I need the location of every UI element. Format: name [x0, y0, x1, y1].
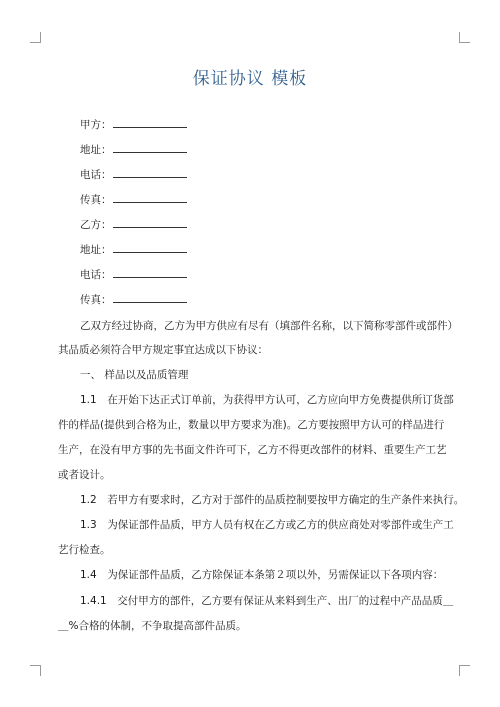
party-a-phone-field — [80, 166, 187, 182]
body-line: ＿%合格的体制，不争取提高部件品质。 — [58, 620, 247, 632]
party-b-fax-field — [80, 291, 187, 307]
body-line: 1.4 为保证部件品质，乙方除保证本条第２项以外，另需保证以下各项内容： — [80, 569, 444, 581]
crop-mark-bottom-left — [30, 665, 41, 676]
body-line: 1.4.1 交付甲方的部件，乙方要有保证从来料到生产、出厂的过程中产品品质＿ — [80, 595, 454, 607]
crop-mark-top-left — [30, 32, 41, 43]
body-line: 艺行检查。 — [58, 544, 111, 556]
party-b-phone-field — [80, 266, 187, 282]
body-line: 乙双方经过协商，乙方为甲方供应有尽有（填部件名称，以下简称零部件或部件） — [80, 320, 458, 332]
field-label: 乙方： — [80, 219, 112, 231]
blank-underline — [113, 291, 187, 303]
blank-underline — [113, 191, 187, 203]
party-b-name-field — [80, 216, 187, 232]
body-line: 或者设计。 — [58, 469, 111, 481]
section-heading: 一、 样品以及品质管理 — [80, 369, 189, 381]
field-label: 甲方： — [80, 119, 112, 131]
crop-mark-top-right — [459, 32, 470, 43]
blank-underline — [113, 241, 187, 253]
blank-underline — [113, 141, 187, 153]
crop-mark-bottom-right — [459, 665, 470, 676]
body-line: 其品质必须符合甲方规定事宜达成以下协议： — [58, 344, 268, 356]
field-label: 传真： — [80, 294, 112, 306]
party-a-address-field — [80, 141, 187, 157]
party-a-name-field — [80, 116, 187, 132]
body-line: 1.3 为保证部件品质，甲方人员有权在乙方或乙方的供应商处对零部件或生产工 — [80, 519, 454, 531]
party-b-address-field — [80, 241, 187, 257]
party-a-fax-field — [80, 191, 187, 207]
blank-underline — [113, 266, 187, 278]
body-line: 1.1 在开始下达正式订单前，为获得甲方认可，乙方应向甲方免费提供所订货部 — [80, 394, 454, 406]
field-label: 地址： — [80, 144, 112, 156]
field-label: 电话： — [80, 269, 112, 281]
field-label: 电话： — [80, 169, 112, 181]
field-label: 地址： — [80, 244, 112, 256]
document-title: 保证协议 模板 — [192, 69, 308, 89]
body-line: 1.2 若甲方有要求时，乙方对于部件的品质控制要按甲方确定的生产条件来执行。 — [80, 494, 465, 506]
blank-underline — [113, 166, 187, 178]
blank-underline — [113, 116, 187, 128]
blank-underline — [113, 216, 187, 228]
body-line: 件的样品(提供到合格为止，数量以甲方要求为准)。乙方要按照甲方认可的样品进行 — [58, 419, 445, 431]
field-label: 传真： — [80, 194, 112, 206]
body-line: 生产，在没有甲方事的先书面文件许可下，乙方不得更改部件的材料、重要生产工艺 — [58, 444, 447, 456]
